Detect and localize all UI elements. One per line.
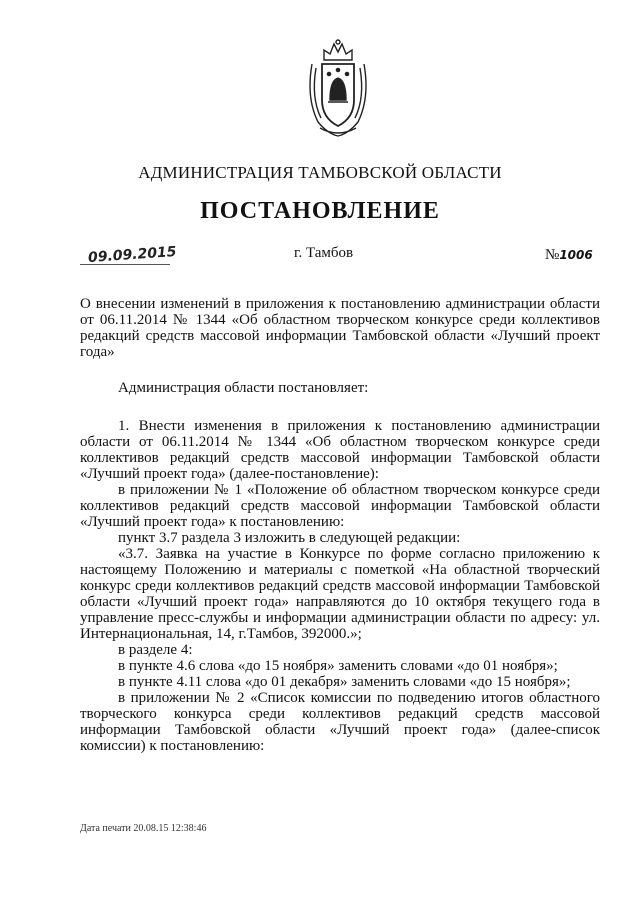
body-paragraph: в разделе 4: bbox=[118, 642, 193, 658]
date-underline bbox=[80, 264, 170, 265]
document-number bbox=[545, 247, 593, 264]
organization-name: АДМИНИСТРАЦИЯ ТАМБОВСКОЙ ОБЛАСТИ bbox=[138, 163, 502, 182]
body-paragraph: в пункте 4.6 слова «до 15 ноября» заменить словами «до 01 ноября»; bbox=[118, 658, 558, 674]
body-paragraph: «3.7. Заявка на участие в Конкурсе по форме согласно приложению к настоящему Положению и материалы с пометкой «На областной творческий конкурс среди коллективов редакций средств массовой информации Тамбовской области «Лучший проект года» направляются до 10 октября текущего года в управление пресс-службы и информации администрации области по адресу: ул. Интернациональная, 14, г.Тамбов, 392000.»; bbox=[80, 546, 600, 642]
number-value: 1006 bbox=[559, 248, 593, 262]
document-subject: О внесении изменений в приложения к постановлению администрации области от 06.11.2014 № 1344 «Об областном творческом конкурсе среди коллективов редакций средств массовой информации Тамбовской области «Лучший проект года» bbox=[80, 296, 600, 360]
body-paragraph: пункт 3.7 раздела 3 изложить в следующей редакции: bbox=[118, 530, 461, 546]
body-intro: Администрация области постановляет: bbox=[118, 380, 369, 396]
body-paragraph: в приложении № 1 «Положение об областном творческом конкурсе среди коллективов редакций средств массовой информации Тамбовской области «Лучший проект года» к постановлению: bbox=[80, 482, 600, 530]
coat-of-arms-icon bbox=[302, 38, 374, 138]
body-paragraph: в приложении № 2 «Список комиссии по подведению итогов областного творческого конкурса среди коллективов редакций средств массовой информации Тамбовской области «Лучший проект года» (далее-список комиссии) к постановлению: bbox=[80, 690, 600, 754]
body-paragraph: в пункте 4.11 слова «до 01 декабря» заменить словами «до 15 ноября»; bbox=[118, 674, 571, 690]
document-type-title: ПОСТАНОВЛЕНИЕ bbox=[200, 198, 440, 224]
document-city: г. Тамбов bbox=[294, 245, 354, 261]
print-date-footer: Дата печати 20.08.15 12:38:46 bbox=[80, 823, 207, 834]
number-prefix: № bbox=[545, 247, 560, 263]
document-body bbox=[80, 380, 600, 754]
body-paragraph: 1. Внести изменения в приложения к постановлению администрации области от 06.11.2014 № 1344 «Об областном творческом конкурсе среди коллективов редакций средств массовой информации Тамбовской области «Лучший проект года» (далее-постановление): bbox=[80, 418, 600, 482]
document-date: 09.09.2015 bbox=[87, 243, 178, 267]
